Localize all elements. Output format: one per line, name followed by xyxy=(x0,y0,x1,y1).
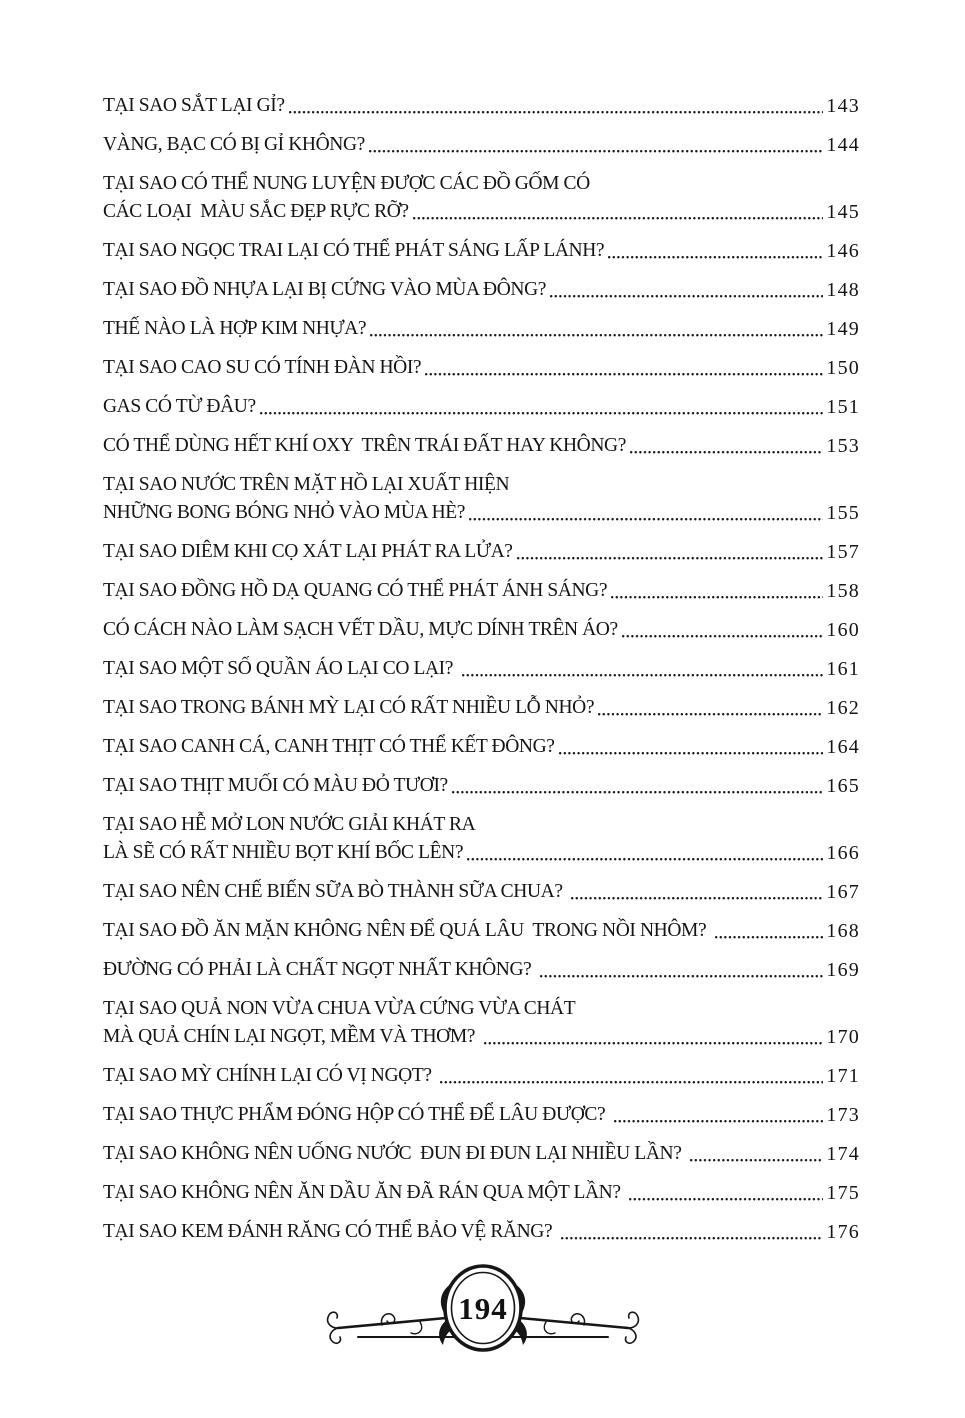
dot-leader xyxy=(550,276,823,304)
toc-entry xyxy=(103,1140,860,1168)
dot-leader xyxy=(369,131,823,159)
dot-leader xyxy=(690,1140,823,1168)
toc-page-number: 145 xyxy=(826,201,860,223)
toc-entry-line xyxy=(103,237,860,265)
toc-page-number: 164 xyxy=(826,736,860,758)
toc-entry xyxy=(103,733,860,761)
toc-entry xyxy=(103,655,860,683)
dot-leader xyxy=(715,917,824,945)
toc-page-number: 170 xyxy=(826,1026,860,1048)
toc-page-number: 175 xyxy=(826,1182,860,1204)
toc-page-number: 148 xyxy=(826,279,860,301)
toc-page-number: 165 xyxy=(826,775,860,797)
toc-entry-text: TẠI SAO KEM ĐÁNH RĂNG CÓ THỂ BẢO VỆ RĂNG? xyxy=(103,1221,557,1242)
dot-leader xyxy=(467,839,823,867)
toc-entry-text: GAS CÓ TỪ ĐÂU? xyxy=(103,396,256,417)
toc-entry-text: CÁC LOẠI MÀU SẮC ĐẸP RỰC RỠ? xyxy=(103,201,409,222)
toc-entry-text: TẠI SAO THỊT MUỐI CÓ MÀU ĐỎ TƯƠI? xyxy=(103,775,448,796)
toc-entry-line xyxy=(103,655,860,683)
toc-entry xyxy=(103,538,860,566)
toc-entry-text: THẾ NÀO LÀ HỢP KIM NHỰA? xyxy=(103,318,367,339)
dot-leader xyxy=(440,1062,823,1090)
toc-entry xyxy=(103,170,860,226)
toc-entry-line xyxy=(103,1062,860,1090)
dot-leader xyxy=(559,733,824,761)
dot-leader xyxy=(540,956,824,984)
dot-leader xyxy=(614,1101,824,1129)
toc-page-number: 143 xyxy=(826,95,860,117)
dot-leader xyxy=(608,237,823,265)
toc-entry xyxy=(103,92,860,120)
toc-page-number: 150 xyxy=(826,357,860,379)
toc-entry-line xyxy=(103,577,860,605)
toc-entry xyxy=(103,772,860,800)
toc-entry-text: TẠI SAO MỘT SỐ QUẦN ÁO LẠI CO LẠI? xyxy=(103,658,458,679)
toc-entry-line xyxy=(103,733,860,761)
dot-leader xyxy=(561,1218,824,1246)
toc-entry-text: TẠI SAO ĐỒ ĂN MẶN KHÔNG NÊN ĐỂ QUÁ LÂU TRONG NỒI NHÔM? xyxy=(103,920,711,941)
toc-entry-line xyxy=(103,354,860,382)
toc-entry xyxy=(103,577,860,605)
toc-entry xyxy=(103,393,860,421)
dot-leader xyxy=(611,577,823,605)
toc-entry-text: ĐƯỜNG CÓ PHẢI LÀ CHẤT NGỌT NHẤT KHÔNG? xyxy=(103,959,536,980)
toc-entry-text: TẠI SAO NƯỚC TRÊN MẶT HỒ LẠI XUẤT HIỆN xyxy=(103,474,510,495)
toc-entry-line xyxy=(103,538,860,566)
toc-page-number: 167 xyxy=(826,881,860,903)
toc-entry-text: VÀNG, BẠC CÓ BỊ GỈ KHÔNG? xyxy=(103,134,365,155)
toc-page-number: 149 xyxy=(826,318,860,340)
toc-entry xyxy=(103,1062,860,1090)
dot-leader xyxy=(571,878,823,906)
toc-entry-text: TẠI SAO KHÔNG NÊN ĂN DẦU ĂN ĐÃ RÁN QUA MỘT LẦN? xyxy=(103,1182,626,1203)
toc-page-number: 166 xyxy=(826,842,860,864)
toc-entry-line xyxy=(103,878,860,906)
toc-entry-line xyxy=(103,276,860,304)
toc-page-number: 171 xyxy=(826,1065,860,1087)
toc-page-number: 160 xyxy=(826,619,860,641)
toc-entry-text: CÓ CÁCH NÀO LÀM SẠCH VẾT DẦU, MỰC DÍNH TRÊN ÁO? xyxy=(103,619,618,640)
toc-entry-line xyxy=(103,1179,860,1207)
toc-page-number: 173 xyxy=(826,1104,860,1126)
toc-entry-text: LÀ SẼ CÓ RẤT NHIỀU BỌT KHÍ BỐC LÊN? xyxy=(103,842,464,863)
toc-entry-text: TẠI SAO QUẢ NON VỪA CHUA VỪA CỨNG VỪA CHÁT xyxy=(103,998,576,1019)
dot-leader xyxy=(630,432,823,460)
toc-entry-text: TẠI SAO NGỌC TRAI LẠI CÓ THỂ PHÁT SÁNG LẤP LÁNH? xyxy=(103,240,605,261)
toc-entry-line xyxy=(103,694,860,722)
toc-entry xyxy=(103,917,860,945)
toc-page-number: 161 xyxy=(826,658,860,680)
toc-entry-text: TẠI SAO DIÊM KHI CỌ XÁT LẠI PHÁT RA LỬA? xyxy=(103,541,513,562)
toc-entry-line xyxy=(103,956,860,984)
toc-entry-text: TẠI SAO ĐỒNG HỒ DẠ QUANG CÓ THỂ PHÁT ÁNH SÁNG? xyxy=(103,580,608,601)
toc-page-number: 169 xyxy=(826,959,860,981)
toc-entry-text: CÓ THỂ DÙNG HẾT KHÍ OXY TRÊN TRÁI ĐẤT HAY KHÔNG? xyxy=(103,435,626,456)
dot-leader xyxy=(629,1179,823,1207)
dot-leader xyxy=(413,198,824,226)
page-footer xyxy=(0,1262,965,1362)
toc-entry-line xyxy=(103,499,860,527)
toc-page-number: 176 xyxy=(826,1221,860,1243)
toc-page-number: 157 xyxy=(826,541,860,563)
toc-page-number: 155 xyxy=(826,502,860,524)
toc-entry xyxy=(103,811,860,867)
toc-entry-text: NHỮNG BONG BÓNG NHỎ VÀO MÙA HÈ? xyxy=(103,502,466,523)
toc-entry-line xyxy=(103,839,860,867)
toc-entry-line xyxy=(103,432,860,460)
toc-entry xyxy=(103,878,860,906)
dot-leader xyxy=(425,354,823,382)
dot-leader xyxy=(462,655,824,683)
toc-page-number: 144 xyxy=(826,134,860,156)
toc-entry-line xyxy=(103,92,860,120)
toc-entry-line xyxy=(103,315,860,343)
toc-entry-text: TẠI SAO CAO SU CÓ TÍNH ĐÀN HỒI? xyxy=(103,357,422,378)
toc-entry-line xyxy=(103,616,860,644)
toc-entry-text: TẠI SAO CÓ THỂ NUNG LUYỆN ĐƯỢC CÁC ĐỒ GỐM CÓ xyxy=(103,173,590,194)
toc-page-number: 151 xyxy=(826,396,860,418)
toc-entry-line xyxy=(103,1218,860,1246)
toc-entry-text: TẠI SAO TRONG BÁNH MỲ LẠI CÓ RẤT NHIỀU LỖ NHỎ? xyxy=(103,697,595,718)
toc-entry-text: TẠI SAO KHÔNG NÊN UỐNG NƯỚC ĐUN ĐI ĐUN LẠI NHIỀU LẦN? xyxy=(103,1143,686,1164)
toc-entry-text: TẠI SAO NÊN CHẾ BIẾN SỮA BÒ THÀNH SỮA CHUA? xyxy=(103,881,568,902)
toc-entry xyxy=(103,956,860,984)
page-number-medallion xyxy=(445,1266,521,1350)
toc-entry-text: TẠI SAO HỄ MỞ LON NƯỚC GIẢI KHÁT RA xyxy=(103,814,476,835)
toc-entry xyxy=(103,237,860,265)
toc-entry-line xyxy=(103,1140,860,1168)
toc-page-number: 168 xyxy=(826,920,860,942)
toc-page-number: 162 xyxy=(826,697,860,719)
toc-entry xyxy=(103,616,860,644)
toc-entry xyxy=(103,315,860,343)
footer-ornament xyxy=(322,1262,644,1362)
toc-entry xyxy=(103,1218,860,1246)
dot-leader xyxy=(260,393,824,421)
toc-entry xyxy=(103,1101,860,1129)
toc-page-number: 174 xyxy=(826,1143,860,1165)
toc-entry-line xyxy=(103,393,860,421)
toc-entry-line xyxy=(103,917,860,945)
dot-leader xyxy=(469,499,823,527)
toc-entry-text: TẠI SAO CANH CÁ, CANH THỊT CÓ THỂ KẾT ĐÔNG? xyxy=(103,736,555,757)
dot-leader xyxy=(289,92,824,120)
dot-leader xyxy=(598,694,823,722)
dot-leader xyxy=(484,1023,824,1051)
toc-entry-text: TẠI SAO MỲ CHÍNH LẠI CÓ VỊ NGỌT? xyxy=(103,1065,437,1086)
toc-entry xyxy=(103,131,860,159)
toc-entry-line xyxy=(103,1023,860,1051)
toc-entry xyxy=(103,276,860,304)
toc-page-number: 153 xyxy=(826,435,860,457)
toc-entry xyxy=(103,354,860,382)
toc-page-number: 146 xyxy=(826,240,860,262)
footer-page-number: 194 xyxy=(457,1291,508,1326)
toc-entry-text: TẠI SAO SẮT LẠI GỈ? xyxy=(103,95,285,116)
toc-entry xyxy=(103,995,860,1051)
dot-leader xyxy=(622,616,824,644)
dot-leader xyxy=(370,315,823,343)
toc-entry xyxy=(103,694,860,722)
toc-entry-line xyxy=(103,772,860,800)
toc-entry-text: TẠI SAO ĐỒ NHỰA LẠI BỊ CỨNG VÀO MÙA ĐÔNG? xyxy=(103,279,547,300)
toc-entry-line xyxy=(103,131,860,159)
toc-entry-line xyxy=(103,1101,860,1129)
dot-leader xyxy=(452,772,824,800)
dot-leader xyxy=(517,538,824,566)
toc-entry xyxy=(103,471,860,527)
toc-entry xyxy=(103,1179,860,1207)
toc-entry-text: MÀ QUẢ CHÍN LẠI NGỌT, MỀM VÀ THƠM? xyxy=(103,1026,480,1047)
toc-entry-text: TẠI SAO THỰC PHẨM ĐÓNG HỘP CÓ THỂ ĐỂ LÂU ĐƯỢC? xyxy=(103,1104,610,1125)
toc-entry-line xyxy=(103,198,860,226)
toc-page-number: 158 xyxy=(826,580,860,602)
toc-entry xyxy=(103,432,860,460)
